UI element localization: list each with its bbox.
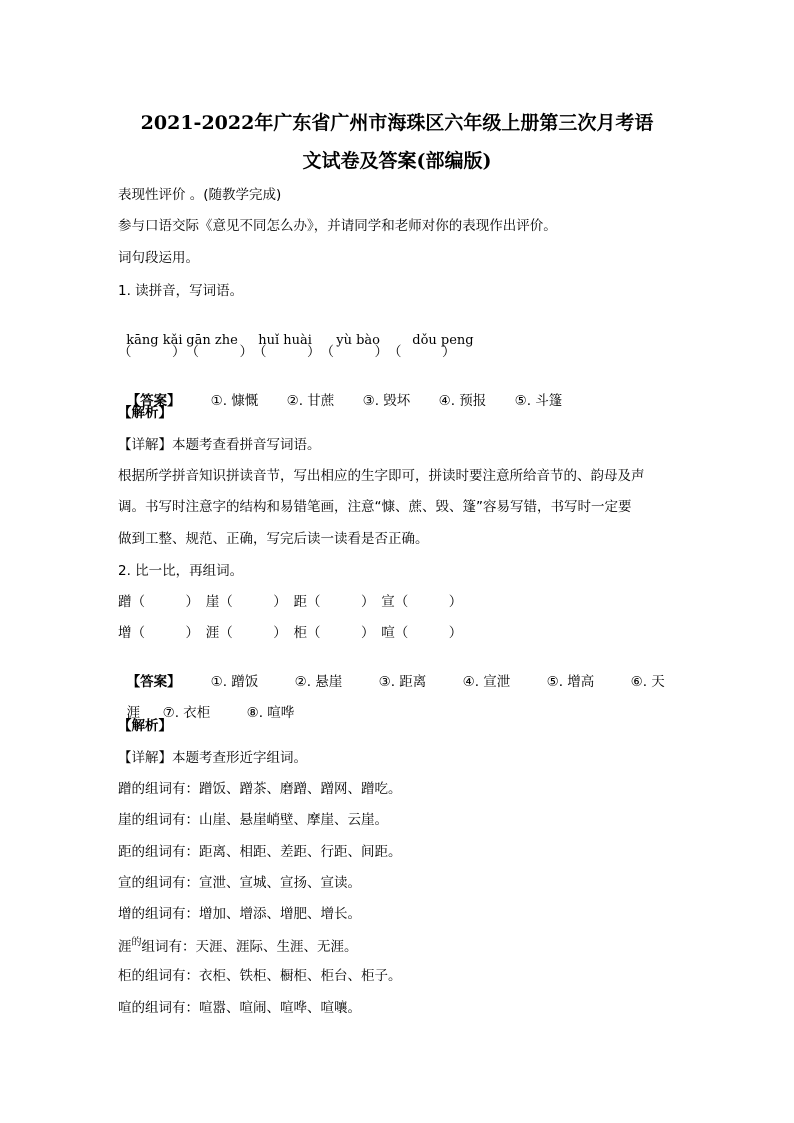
q1-blanks: （ ） （ ） （ ） （ ） （ ）	[118, 344, 456, 360]
q1-explain-2: 调。书写时注意字的结构和易错笔画，注意“慷、蔗、毁、篷”容易写错，书写时一定要	[118, 499, 632, 515]
answer-item: ④. 预报	[438, 393, 487, 409]
q1-analysis-label: 【解析】	[118, 405, 172, 421]
q1-heading: 1. 读拼音，写词语。	[118, 283, 244, 299]
q1-explain-3: 做到工整、规范、正确，写完后读一读看是否正确。	[118, 531, 429, 547]
ya-char: 涯	[118, 939, 132, 955]
q2-group-line: 距的组词有：距离、相距、差距、行距、间距。	[118, 844, 402, 860]
superscript-char: 的	[131, 937, 142, 948]
answer-item: ⑤. 斗篷	[514, 393, 563, 409]
q2-group-line: 崖的组词有：山崖、悬崖峭壁、摩崖、云崖。	[118, 812, 388, 828]
pinyin: gān zhe	[186, 333, 238, 348]
q2-row1: 蹭（ ） 崖（ ） 距（ ） 宣（ ）	[118, 594, 463, 610]
answer-label: 【答案】	[126, 674, 181, 690]
q2-group-line: 柜的组词有：衣柜、铁柜、橱柜、柜台、柜子。	[118, 968, 402, 984]
answer-item: ③. 距离	[378, 674, 427, 690]
q2-group-line: 喧的组词有：喧嚣、喧闹、喧哗、喧嚷。	[118, 1000, 361, 1016]
ya-rest: 组词有：天涯、涯际、生涯、无涯。	[141, 939, 358, 955]
answer-label: 【答案】	[126, 393, 181, 409]
intro-p2: 参与口语交际《意见不同怎么办》，并请同学和老师对你的表现作出评价。	[118, 218, 557, 234]
answer-item: ③. 毁坏	[362, 393, 411, 409]
answer-item: ②. 甘蔗	[286, 393, 335, 409]
answer-item: ①. 慷慨	[210, 393, 259, 409]
q1-detail: 【详解】本题考查看拼音写词语。	[118, 437, 321, 453]
q2-group-line-ya	[118, 938, 358, 958]
q2-row2: 增（ ） 涯（ ） 柜（ ） 喧（ ）	[118, 625, 463, 641]
pinyin: yù bào	[336, 333, 381, 348]
q2-group-line: 增的组词有：增加、增添、增肥、增长。	[118, 906, 361, 922]
pinyin: huǐ huài	[258, 333, 312, 348]
q2-group-line: 宣的组词有：宣泄、宣城、宣扬、宣读。	[118, 875, 361, 891]
answer-item: ①. 蹭饭	[210, 674, 259, 690]
answer-item: 涯	[126, 705, 141, 721]
q1-answer-row	[118, 374, 562, 410]
q2-heading: 2. 比一比，再组词。	[118, 563, 244, 579]
q1-explain-1: 根据所学拼音知识拼读音节，写出相应的生字即可，拼读时要注意所给音节的、韵母及声	[118, 468, 645, 484]
answer-item: ⑥. 天	[630, 674, 665, 690]
pinyin: dǒu peng	[412, 333, 474, 348]
pinyin: kāng kǎi	[126, 333, 183, 348]
answer-item: ④. 宣泄	[462, 674, 511, 690]
q2-detail: 【详解】本题考查形近字组词。	[118, 750, 307, 766]
document-title-line1: 2021-2022年广东省广州市海珠区六年级上册第三次月考语	[140, 112, 654, 134]
q2-analysis-label: 【解析】	[118, 718, 172, 734]
answer-item: ⑤. 增高	[546, 674, 595, 690]
document-title-line2: 文试卷及答案(部编版)	[302, 150, 492, 172]
answer-item: ⑦. 衣柜	[162, 705, 211, 721]
intro-p3: 词句段运用。	[118, 250, 199, 266]
answer-item: ⑧. 喧哗	[246, 705, 295, 721]
answer-item: ②. 悬崖	[294, 674, 343, 690]
q2-group-line: 蹭的组词有：蹭饭、蹭茶、磨蹭、蹭网、蹭吃。	[118, 781, 402, 797]
intro-p1: 表现性评价 。(随教学完成)	[118, 187, 282, 203]
